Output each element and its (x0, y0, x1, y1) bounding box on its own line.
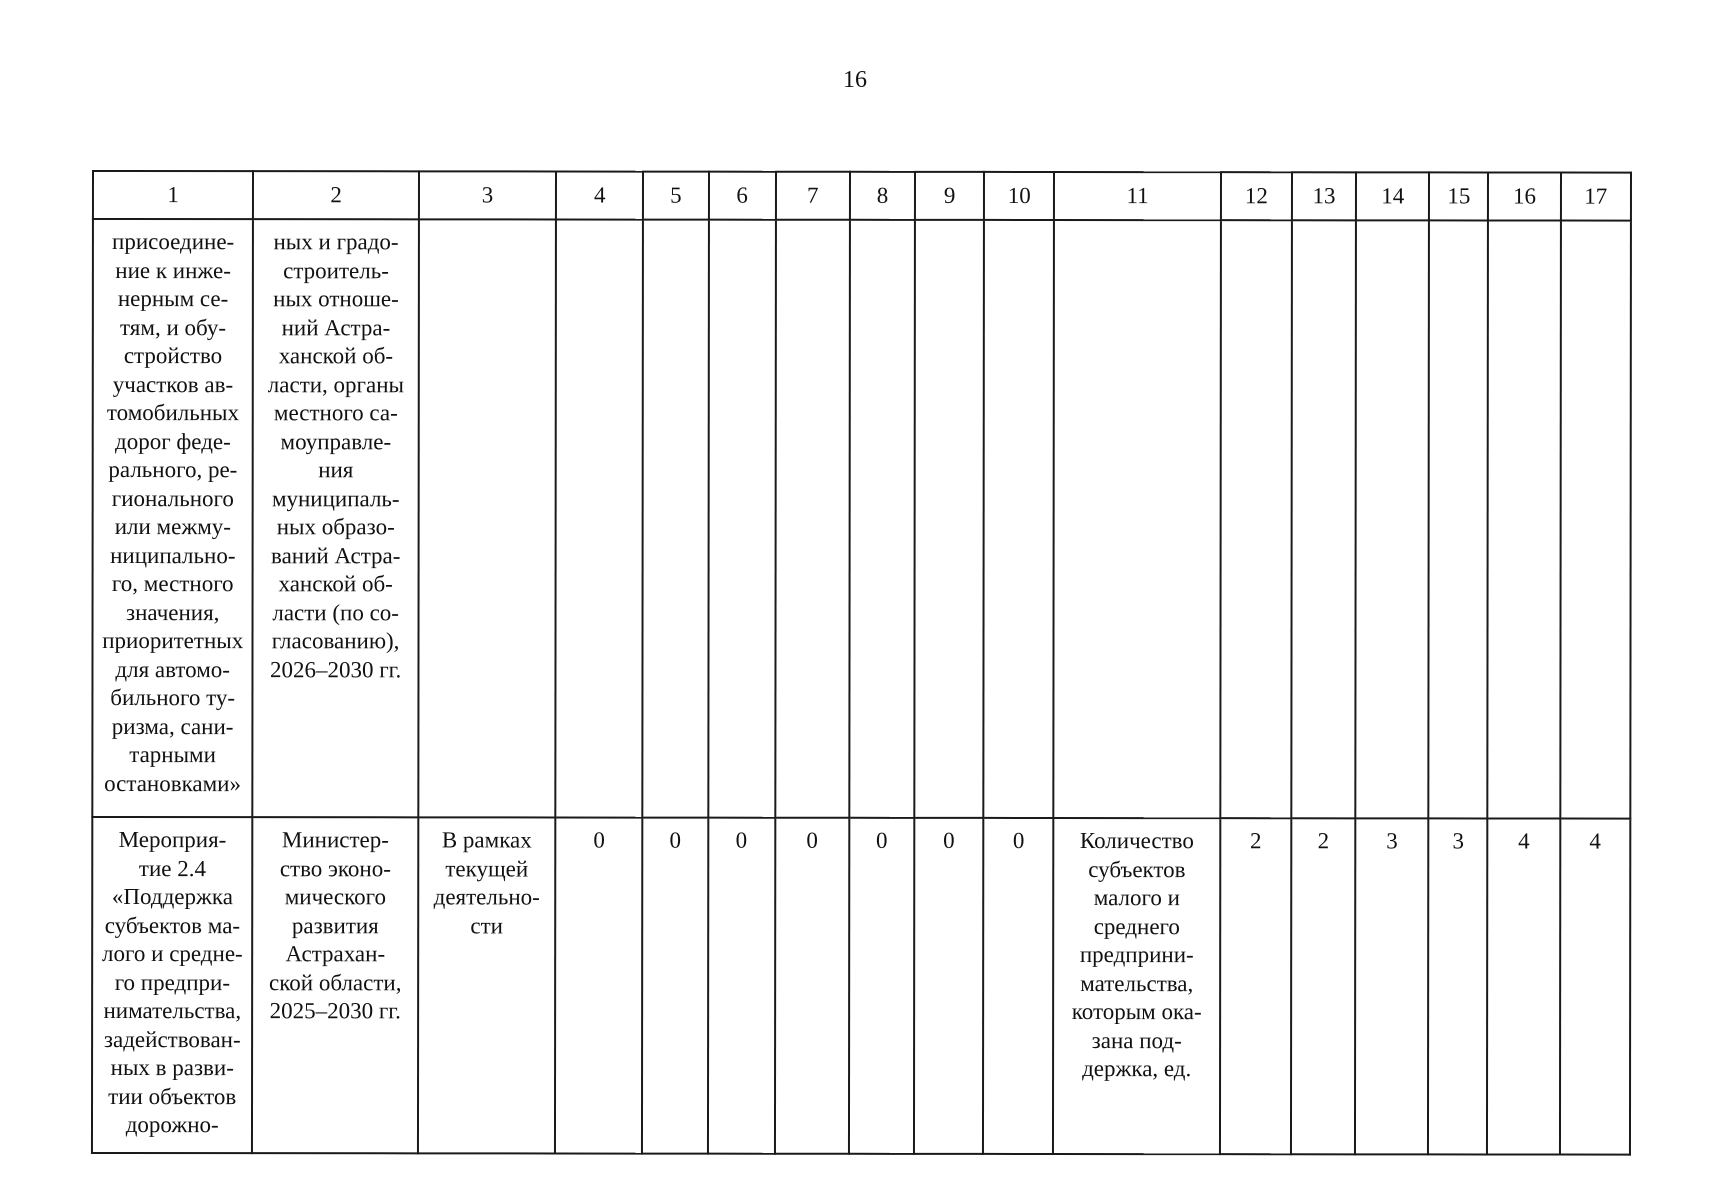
value-text: 3 (1386, 828, 1398, 854)
column-header: 16 (1488, 172, 1560, 220)
cell-empty (418, 219, 556, 817)
funding-source-text: В рамках текущей деятельно- сти (433, 827, 540, 938)
table-row-measure-2-4 (92, 817, 1630, 1155)
column-header: 7 (776, 172, 850, 220)
cell-empty (1560, 221, 1631, 819)
cell-value (1560, 819, 1631, 1155)
column-header: 11 (1054, 172, 1220, 220)
value-text: 2 (1317, 828, 1330, 854)
cell-empty (1054, 220, 1221, 818)
cell-value (1291, 818, 1356, 1154)
cell-value (1220, 818, 1292, 1154)
page-number: 16 (843, 67, 867, 93)
cell-empty (1488, 220, 1561, 818)
indicator-text: Количество субъектов малого и среднего предприни- мательства, которым ока- зана под- держка, ед. (1071, 828, 1202, 1082)
column-header: 3 (419, 171, 556, 219)
cell-empty (775, 220, 850, 818)
cell-empty (1220, 220, 1292, 818)
column-header: 2 (253, 171, 418, 219)
cell-responsible (252, 817, 418, 1153)
cell-value (914, 818, 984, 1154)
cell-empty (1291, 220, 1356, 818)
value-text: 2 (1249, 828, 1262, 854)
cell-empty (914, 220, 984, 818)
value-text: 0 (943, 827, 955, 853)
cell-empty (984, 220, 1055, 818)
value-text: 0 (1012, 827, 1025, 853)
measure-name-text: Мероприя- тие 2.4 «Поддержка субъектов ма- лого и средне- го предпри- нимательства, задействован- ных в разви- тии объектов дорожно- (102, 827, 243, 1138)
value-text: 0 (669, 827, 682, 853)
cell-responsible (253, 219, 419, 817)
program-measures-table (91, 170, 1632, 1156)
column-header: 10 (984, 172, 1054, 220)
cell-value (849, 818, 915, 1154)
cell-empty (1355, 220, 1429, 818)
measure-name-text: присоедине- ние к инже- нерным се- тям, и обу- стройство участков ав- томобильных дорог феде- рального, ре- гионального или межму- ниципально- го, местного значения, приоритетных для автомо- бильного ту- ризма, сани- тарными остановками» (102, 229, 244, 796)
column-header: 5 (643, 172, 708, 220)
cell-value (1428, 818, 1487, 1154)
column-header: 14 (1356, 172, 1429, 220)
value-text: 4 (1589, 828, 1601, 854)
value-text: 0 (735, 827, 748, 853)
cell-value (1487, 818, 1560, 1154)
value-text: 0 (593, 827, 605, 853)
cell-value (555, 817, 643, 1153)
column-header: 15 (1429, 172, 1488, 220)
cell-indicator (1053, 818, 1220, 1154)
value-text: 4 (1518, 828, 1530, 854)
column-header: 8 (850, 172, 915, 220)
responsible-text: ных и градо- строитель- ных отноше- ний Астра- ханской об- ласти, органы местного са- моуправле- ния муниципаль- ных образо- ваний Астра- ханской об- ласти (по со- гласованию), 2026–2030 гг. (267, 229, 404, 682)
column-header: 17 (1561, 173, 1631, 221)
column-header: 9 (915, 172, 984, 220)
column-header: 4 (556, 171, 643, 219)
cell-empty (1429, 220, 1489, 818)
cell-measure-name (92, 219, 253, 817)
responsible-text: Министер- ство эконо- мического развития Астрахан- ской области, 2025–2030 гг. (269, 827, 402, 1024)
cell-funding-source (418, 817, 556, 1153)
cell-empty (643, 220, 709, 818)
value-text: 3 (1452, 828, 1464, 854)
column-header: 13 (1292, 172, 1356, 220)
table-row-continuation (92, 219, 1631, 819)
table-header-row (93, 171, 1631, 221)
value-text: 0 (806, 827, 818, 853)
cell-value (1355, 818, 1429, 1154)
column-header: 1 (93, 171, 253, 219)
cell-value (775, 818, 850, 1154)
cell-value (642, 818, 708, 1154)
cell-empty (555, 219, 643, 817)
cell-value (983, 818, 1054, 1154)
cell-empty (849, 220, 915, 818)
cell-value (708, 818, 776, 1154)
column-header: 12 (1221, 172, 1292, 220)
cell-measure-name (92, 817, 253, 1153)
cell-empty (708, 220, 776, 818)
column-header: 6 (708, 172, 775, 220)
value-text: 0 (876, 827, 888, 853)
